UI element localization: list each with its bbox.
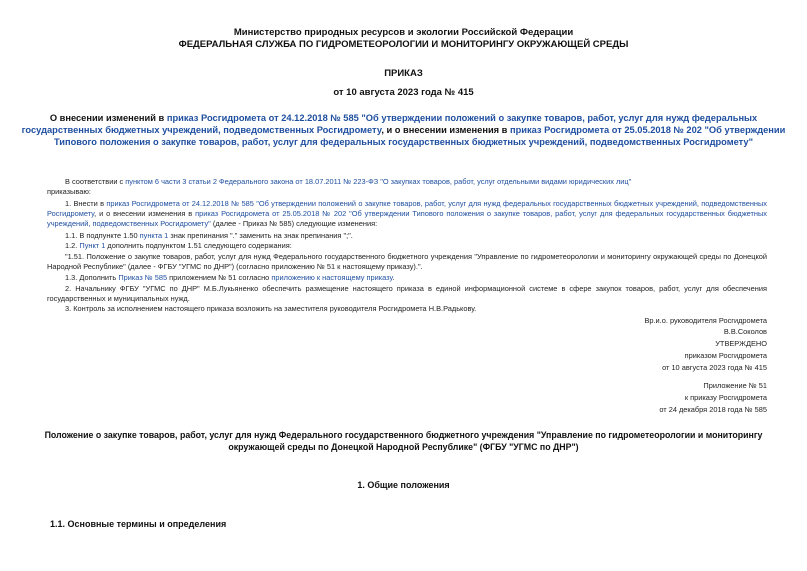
p1-suffix: (далее - Приказ № 585) следующие изменения: xyxy=(210,219,378,228)
subsection-1-1-heading: 1.1. Основные термины и определения xyxy=(50,519,227,529)
intro-prefix: В соответствии с xyxy=(65,177,126,186)
p1-3-end: . xyxy=(392,273,395,282)
p1-3-link-order[interactable]: Приказ № 585 xyxy=(118,273,168,282)
p1-1-prefix: 1.1. В подпункте 1.50 xyxy=(65,231,140,240)
signer-name: В.В.Соколов xyxy=(723,327,767,336)
p1-3-mid: приложением № 51 согласно xyxy=(167,273,272,282)
paragraph-1-3 xyxy=(65,273,394,283)
paragraph-3: 3. Контроль за исполнением настоящего приказа возложить на заместителя руководителя Росгидромета Н.В.Радькову. xyxy=(65,304,477,313)
law-link[interactable]: пунктом 6 части 3 статьи 2 Федерального закона от 18.07.2011 № 223-ФЗ "О закупках товаров, работ, услуг отдельными видами юридических лиц" xyxy=(125,177,632,186)
p1-1-suffix: знак препинания "." заменить на знак препинания ";". xyxy=(168,231,353,240)
paragraph-2: 2. Начальнику ФГБУ "УГМС по ДНР" М.Б.Лукьяненко обеспечить размещение настоящего приказа в единой информационной системе в сфере закупок товаров, работ, услуг для обеспечения государственных и муниципальных нужд. xyxy=(47,284,767,303)
appendix-label: Приложение № 51 xyxy=(703,381,767,390)
order-title-line-3 xyxy=(0,137,807,147)
approved-date: от 10 августа 2023 года № 415 xyxy=(662,363,767,372)
approved-word: УТВЕРЖДЕНО xyxy=(715,339,767,348)
section-1-heading: 1. Общие положения xyxy=(357,480,450,490)
document-type: ПРИКАЗ xyxy=(384,68,423,79)
p1-3-num: 1.3. Дополнить xyxy=(65,273,119,282)
approved-by: приказом Росгидромета xyxy=(684,351,767,360)
paragraph-1-2 xyxy=(65,241,292,251)
ministry-name: Министерство природных ресурсов и экологии Российской Федерации xyxy=(233,27,574,38)
title-prefix: О внесении изменений в xyxy=(49,113,167,123)
p1-1-link[interactable]: пункта 1 xyxy=(139,231,169,240)
p1-mid: , и о внесении изменения в xyxy=(94,209,196,218)
quote-1-51: "1.51. Положение о закупке товаров, работ, услуг для нужд Федерального государственного бюджетного учреждения "Управление по гидрометеорологии и мониторингу окружающей среды по Донецкой Народной Республике" (далее - ФГБУ "УГМС по ДНР") (согласно приложению № 51 к настоящему приказу).". xyxy=(47,252,767,271)
title-link-order-585[interactable]: приказ Росгидромета от 24.12.2018 № 585 "Об утверждении положений о закупке товаров, работ, услуг для нужд федеральных xyxy=(166,113,758,123)
appendix-date: от 24 декабря 2018 года № 585 xyxy=(659,405,767,414)
p1-3-link-appendix[interactable]: приложению к настоящему приказу xyxy=(271,273,393,282)
signer-position: Вр.и.о. руководителя Росгидромета xyxy=(644,316,767,325)
p1-2-link[interactable]: Пункт 1 xyxy=(79,241,106,250)
service-name: ФЕДЕРАЛЬНАЯ СЛУЖБА ПО ГИДРОМЕТЕОРОЛОГИИ И МОНИТОРИНГУ ОКРУЖАЮЩЕЙ СРЕДЫ xyxy=(178,39,629,50)
title-link-order-585-cont[interactable]: государственных бюджетных учреждений, подведомственных Росгидромету xyxy=(21,125,382,135)
title-link-order-202[interactable]: приказ Росгидромета от 25.05.2018 № 202 "Об утверждении xyxy=(509,125,786,135)
regulation-title-line-1: Положение о закупке товаров, работ, услуг для нужд Федерального государственного бюджетного учреждения "Управление по гидрометеорологии и мониторингу xyxy=(44,430,763,440)
paragraph-1-1 xyxy=(65,231,353,241)
title-mid: , и о внесении изменения в xyxy=(381,125,510,135)
order-word: приказываю: xyxy=(47,187,91,196)
p1-link-order-202[interactable]: приказ Росгидромета от 25.05.2018 № 202 "Об утверждении Типового положения о закупке товаров, работ, услуг для федеральных государственных бюджетных учреждений, подведомственных Росгидромету" xyxy=(47,209,767,228)
p1-2-num: 1.2. xyxy=(65,241,80,250)
p1-link-order-585[interactable]: приказ Росгидромета от 24.12.2018 № 585 "Об утверждении положений о закупке товаров, работ, услуг для нужд федеральных государственных бюджетных учреждений, подведомственных Росгидромету xyxy=(47,199,767,218)
intro-paragraph xyxy=(65,177,631,187)
paragraph-1 xyxy=(47,199,767,229)
p1-prefix: 1. Внести в xyxy=(65,199,107,208)
appendix-to: к приказу Росгидромета xyxy=(684,393,767,402)
order-title-line-2 xyxy=(0,125,807,135)
document-date: от 10 августа 2023 года № 415 xyxy=(333,87,474,98)
p1-2-suffix: дополнить подпунктом 1.51 следующего содержания: xyxy=(105,241,292,250)
order-title-line-1 xyxy=(0,113,807,123)
regulation-title-line-2: окружающей среды по Донецкой Народной Республике" (ФГБУ "УГМС по ДНР") xyxy=(228,442,579,452)
title-link-order-202-cont[interactable]: Типового положения о закупке товаров, работ, услуг для федеральных государственных бюджетных учреждений, подведомственных Росгидромету" xyxy=(53,137,754,147)
